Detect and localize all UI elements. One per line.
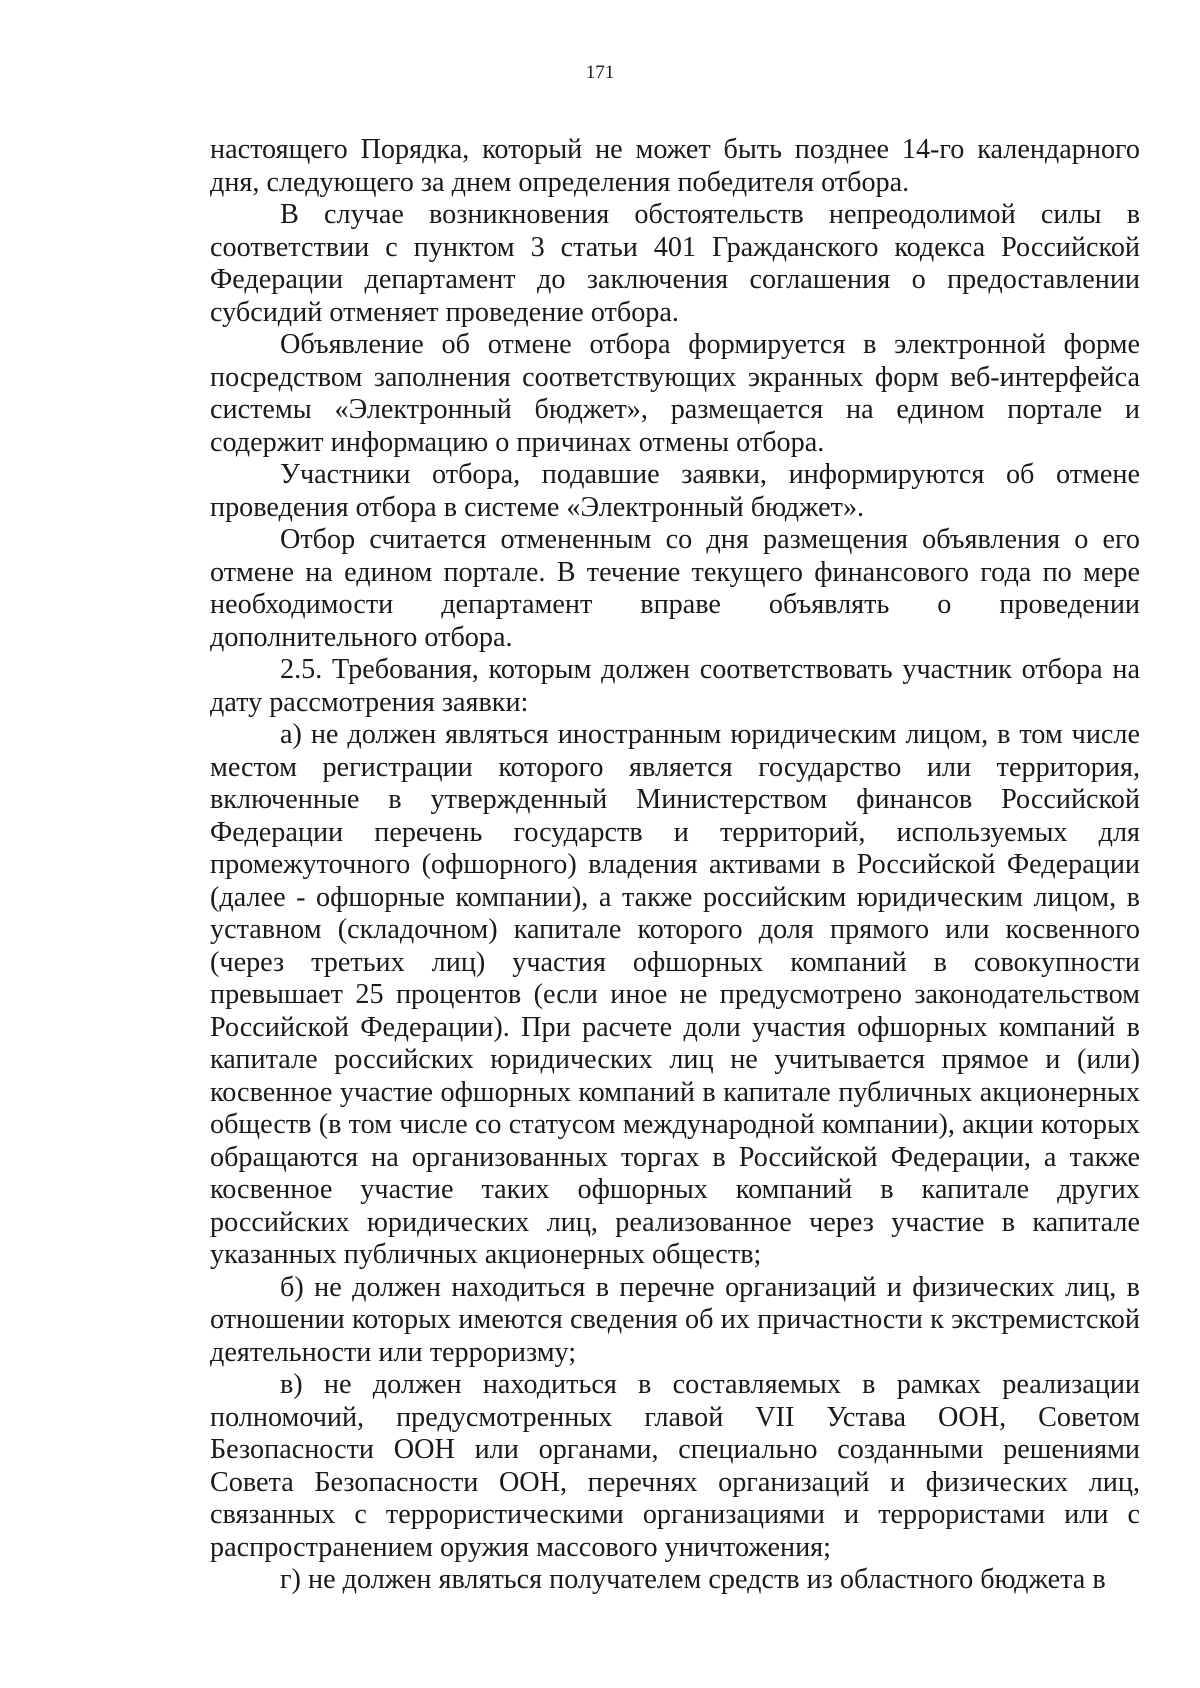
paragraph: Участники отбора, подавшие заявки, информируются об отмене проведения отбора в системе «Электронный бюджет». [210, 459, 1140, 523]
paragraph: б) не должен находиться в перечне организаций и физических лиц, в отношении которых имеются сведения об их причастности к экстремистской деятельности или терроризму; [210, 1271, 1140, 1368]
paragraph: настоящего Порядка, который не может быть позднее 14-го календарного дня, следующего за днем определения победителя отбора. [210, 134, 1140, 198]
paragraph: Отбор считается отмененным со дня размещения объявления о его отмене на едином портале. В течение текущего финансового года по мере необходимости департамент вправе объявлять о проведении дополнительного отбора. [210, 524, 1140, 653]
paragraph: г) не должен являться получателем средств из областного бюджета в [280, 1564, 1106, 1595]
page-number: 171 [585, 62, 615, 83]
paragraph: В случае возникновения обстоятельств непреодолимой силы в соответствии с пунктом 3 статьи 401 Гражданского кодекса Российской Федерации департамент до заключения соглашения о предоставлении субсидий отменяет проведение отбора. [210, 199, 1140, 328]
paragraph: 2.5. Требования, которым должен соответствовать участник отбора на дату рассмотрения заявки: [210, 654, 1140, 718]
paragraph: а) не должен являться иностранным юридическим лицом, в том числе местом регистрации которого является государство или территория, включенные в утвержденный Министерством финансов Российской Федерации перечень государств и территорий, используемых для промежуточного (офшорного) владения активами в Российской Федерации (далее - офшорные компании), а также российским юридическим лицом, в уставном (складочном) капитале которого доля прямого или косвенного (через третьих лиц) участия офшорных компаний в совокупности превышает 25 процентов (если иное не предусмотрено законодательством Российской Федерации). При расчете доли участия офшорных компаний в капитале российских юридических лиц не учитывается прямое и (или) косвенное участие офшорных компаний в капитале публичных акционерных обществ (в том числе со статусом международной компании), акции которых обращаются на организованных торгах в Российской Федерации, а также косвенное участие таких офшорных компаний в капитале других российских юридических лиц, реализованное через участие в капитале указанных публичных акционерных обществ; [210, 719, 1140, 1270]
paragraph: в) не должен находиться в составляемых в рамках реализации полномочий, предусмотренных главой VII Устава ООН, Советом Безопасности ООН или органами, специально созданными решениями Совета Безопасности ООН, перечнях организаций и физических лиц, связанных с террористическими организациями и террористами или с распространением оружия массового уничтожения; [210, 1369, 1140, 1563]
paragraph: Объявление об отмене отбора формируется в электронной форме посредством заполнения соответствующих экранных форм веб-интерфейса системы «Электронный бюджет», размещается на едином портале и содержит информацию о причинах отмены отбора. [210, 329, 1140, 458]
body-text [210, 134, 1140, 1597]
